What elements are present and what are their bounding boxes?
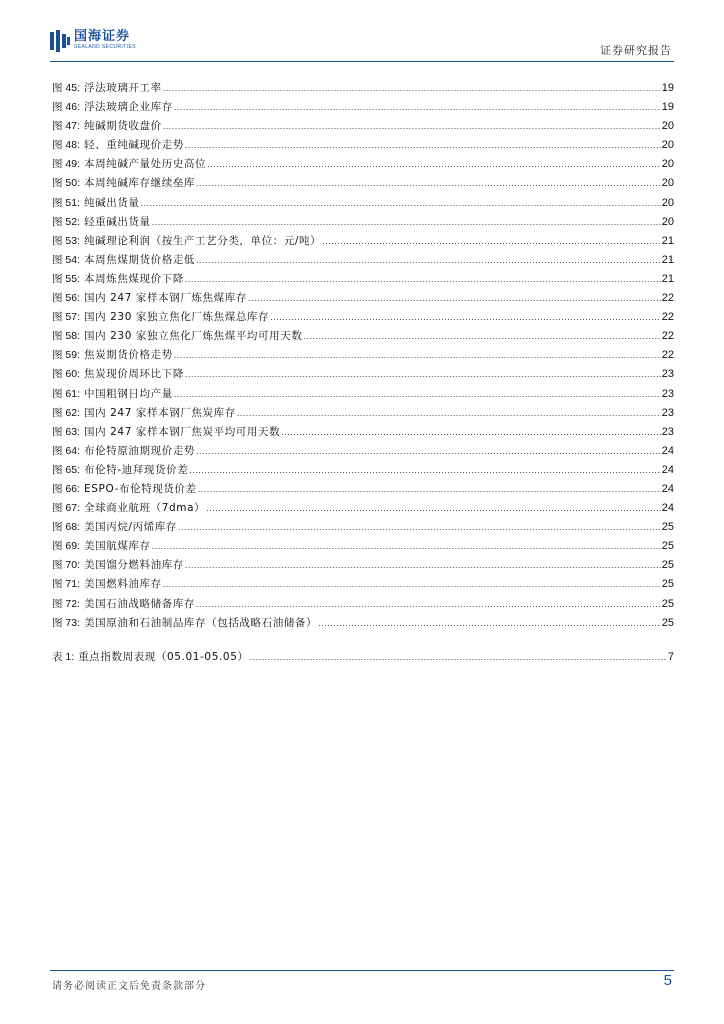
toc-entry-page: 22 bbox=[661, 349, 674, 362]
figure-toc-entry[interactable] bbox=[52, 251, 674, 270]
figure-toc-entry[interactable] bbox=[52, 327, 674, 346]
figure-toc-entry[interactable] bbox=[52, 575, 674, 594]
toc-entry-label: 图 46: bbox=[52, 101, 81, 114]
figure-toc-entry[interactable] bbox=[52, 289, 674, 308]
toc-entry-label: 图 66: bbox=[52, 482, 81, 495]
toc-entry-title: 布伦特-迪拜现货价差 bbox=[84, 463, 189, 476]
footer-divider bbox=[50, 970, 674, 971]
dot-leader bbox=[196, 174, 661, 193]
toc-entry-page: 24 bbox=[661, 482, 674, 495]
toc-entry-title: 布伦特原油期现价走势 bbox=[84, 444, 196, 457]
toc-entry-label: 图 54: bbox=[52, 253, 81, 266]
toc-entry-title: 焦炭期货价格走势 bbox=[84, 349, 173, 362]
toc-entry-label: 图 60: bbox=[52, 368, 81, 381]
toc-entry-title: 重点指数周表现（05.01-05.05） bbox=[78, 650, 249, 663]
dot-leader bbox=[189, 461, 660, 480]
toc-entry-title: 美国馏分燃料油库存 bbox=[84, 559, 184, 572]
toc-entry-page: 25 bbox=[661, 578, 674, 591]
dot-leader bbox=[185, 270, 661, 289]
figure-toc-entry[interactable] bbox=[52, 346, 674, 365]
toc-entry-page: 23 bbox=[661, 425, 674, 438]
dot-leader bbox=[196, 251, 661, 270]
figure-toc-entry[interactable] bbox=[52, 461, 674, 480]
page-header bbox=[0, 0, 724, 62]
toc-entry-title: 国内 247 家样本钢厂炼焦煤库存 bbox=[84, 292, 247, 305]
toc-entry-label: 图 70: bbox=[52, 559, 81, 572]
toc-entry-page: 25 bbox=[661, 521, 674, 534]
dot-leader bbox=[303, 327, 660, 346]
toc-entry-page: 23 bbox=[661, 368, 674, 381]
toc-entry-label: 图 72: bbox=[52, 597, 81, 610]
toc-entry-label: 图 62: bbox=[52, 406, 81, 419]
figure-toc-entry[interactable] bbox=[52, 404, 674, 423]
disclaimer-note: 请务必阅读正文后免责条款部分 bbox=[52, 981, 206, 992]
toc-entry-label: 图 52: bbox=[52, 215, 81, 228]
toc-entry-title: 国内 247 家样本钢厂焦炭库存 bbox=[84, 406, 236, 419]
figure-toc-entry[interactable] bbox=[52, 136, 674, 155]
list-spacer bbox=[52, 633, 674, 648]
toc-entry-label: 图 51: bbox=[52, 196, 81, 209]
logo-english-name: SEALAND SECURITIES bbox=[74, 44, 136, 50]
toc-entry-title: 纯碱理论利润（按生产工艺分类，单位：元/吨） bbox=[84, 234, 322, 247]
toc-entry-page: 20 bbox=[661, 177, 674, 190]
dot-leader bbox=[207, 155, 661, 174]
toc-entry-label: 图 64: bbox=[52, 444, 81, 457]
toc-entry-page: 21 bbox=[661, 253, 674, 266]
toc-entry-title: ESPO-布伦特现货价差 bbox=[84, 482, 197, 495]
figure-toc-entry[interactable] bbox=[52, 499, 674, 518]
dot-leader bbox=[281, 423, 661, 442]
toc-entry-page: 22 bbox=[661, 292, 674, 305]
toc-entry-page: 24 bbox=[661, 502, 674, 515]
figure-toc-entry[interactable] bbox=[52, 518, 674, 537]
dot-leader bbox=[163, 117, 661, 136]
figure-toc-entry[interactable] bbox=[52, 232, 674, 251]
toc-entry-title: 美国石油战略储备库存 bbox=[84, 597, 196, 610]
toc-entry-label: 图 68: bbox=[52, 521, 81, 534]
toc-entry-label: 图 53: bbox=[52, 234, 81, 247]
toc-entry-page: 22 bbox=[661, 311, 674, 324]
toc-entry-page: 20 bbox=[661, 196, 674, 209]
figure-toc-entry[interactable] bbox=[52, 194, 674, 213]
dot-leader bbox=[318, 614, 661, 633]
dot-leader bbox=[174, 346, 661, 365]
figure-toc-entry[interactable] bbox=[52, 365, 674, 384]
dot-leader bbox=[322, 232, 660, 251]
toc-entry-page: 20 bbox=[661, 139, 674, 152]
dot-leader bbox=[152, 213, 661, 232]
toc-entry-page: 25 bbox=[661, 540, 674, 553]
toc-entry-title: 焦炭现价周环比下降 bbox=[84, 368, 184, 381]
toc-entry-page: 25 bbox=[661, 616, 674, 629]
toc-entry-label: 图 67: bbox=[52, 502, 81, 515]
toc-entry-title: 纯碱出货量 bbox=[84, 196, 140, 209]
figure-toc-entry[interactable] bbox=[52, 213, 674, 232]
figure-list bbox=[52, 79, 674, 633]
toc-entry-label: 图 55: bbox=[52, 272, 81, 285]
figure-toc-entry[interactable] bbox=[52, 98, 674, 117]
dot-leader bbox=[237, 404, 661, 423]
toc-entry-label: 图 49: bbox=[52, 158, 81, 171]
toc-entry-page: 25 bbox=[661, 559, 674, 572]
toc-entry-title: 国内 230 家独立焦化厂炼焦煤总库存 bbox=[84, 311, 270, 324]
toc-entry-title: 美国原油和石油制品库存（包括战略石油储备） bbox=[84, 616, 318, 629]
table-of-contents bbox=[52, 79, 674, 667]
figure-toc-entry[interactable] bbox=[52, 537, 674, 556]
toc-entry-label: 图 61: bbox=[52, 387, 81, 400]
toc-entry-label: 图 65: bbox=[52, 463, 81, 476]
toc-entry-title: 全球商业航班（7dma） bbox=[84, 502, 206, 515]
dot-leader bbox=[196, 595, 661, 614]
figure-toc-entry[interactable] bbox=[52, 79, 674, 98]
toc-entry-label: 图 71: bbox=[52, 578, 81, 591]
toc-entry-page: 21 bbox=[661, 272, 674, 285]
dot-leader bbox=[163, 575, 661, 594]
header-divider bbox=[50, 61, 674, 62]
figure-toc-entry[interactable] bbox=[52, 595, 674, 614]
toc-entry-page: 24 bbox=[661, 444, 674, 457]
toc-entry-title: 纯碱期货收盘价 bbox=[84, 120, 162, 133]
figure-toc-entry[interactable] bbox=[52, 308, 674, 327]
figure-toc-entry[interactable] bbox=[52, 423, 674, 442]
company-logo bbox=[50, 30, 136, 52]
dot-leader bbox=[152, 537, 661, 556]
document-type: 证券研究报告 bbox=[600, 44, 672, 57]
toc-entry-title: 轻、重纯碱现价走势 bbox=[84, 139, 184, 152]
dot-leader bbox=[206, 499, 661, 518]
figure-toc-entry[interactable] bbox=[52, 270, 674, 289]
toc-entry-label: 图 73: bbox=[52, 616, 81, 629]
figure-toc-entry[interactable] bbox=[52, 442, 674, 461]
toc-entry-page: 20 bbox=[661, 120, 674, 133]
dot-leader bbox=[178, 518, 661, 537]
logo-chinese-name: 国海证券 bbox=[74, 29, 131, 44]
dot-leader bbox=[141, 194, 661, 213]
figure-toc-entry[interactable] bbox=[52, 174, 674, 193]
toc-entry-label: 图 47: bbox=[52, 120, 81, 133]
toc-entry-title: 美国燃料油库存 bbox=[84, 578, 162, 591]
toc-entry-title: 中国粗钢日均产量 bbox=[84, 387, 173, 400]
toc-entry-page: 25 bbox=[661, 597, 674, 610]
toc-entry-title: 轻重碱出货量 bbox=[84, 215, 151, 228]
toc-entry-label: 图 48: bbox=[52, 139, 81, 152]
dot-leader bbox=[174, 98, 661, 117]
figure-toc-entry[interactable] bbox=[52, 117, 674, 136]
toc-entry-label: 图 69: bbox=[52, 540, 81, 553]
toc-entry-page: 7 bbox=[667, 650, 674, 663]
toc-entry-title: 国内 247 家样本钢厂焦炭平均可用天数 bbox=[84, 425, 281, 438]
dot-leader bbox=[174, 385, 661, 404]
figure-toc-entry[interactable] bbox=[52, 155, 674, 174]
figure-toc-entry[interactable] bbox=[52, 614, 674, 633]
toc-entry-label: 图 45: bbox=[52, 82, 81, 94]
toc-entry-title: 本周焦煤期货价格走低 bbox=[84, 253, 196, 266]
toc-entry-title: 美国航煤库存 bbox=[84, 540, 151, 553]
toc-entry-label: 图 58: bbox=[52, 330, 81, 343]
toc-entry-label: 图 63: bbox=[52, 425, 81, 438]
table-list bbox=[52, 648, 674, 667]
sealand-logo-icon bbox=[50, 30, 70, 52]
toc-entry-title: 浮法玻璃企业库存 bbox=[84, 101, 173, 114]
dot-leader bbox=[270, 308, 661, 327]
toc-entry-title: 本周纯碱库存继续垒库 bbox=[84, 177, 196, 190]
toc-entry-page: 23 bbox=[661, 406, 674, 419]
toc-entry-page: 20 bbox=[661, 215, 674, 228]
figure-toc-entry[interactable] bbox=[52, 556, 674, 575]
dot-leader bbox=[198, 480, 661, 499]
toc-entry-page: 21 bbox=[661, 234, 674, 247]
toc-entry-label: 图 50: bbox=[52, 177, 81, 190]
dot-leader bbox=[248, 289, 661, 308]
toc-entry-label: 图 57: bbox=[52, 311, 81, 324]
dot-leader bbox=[185, 136, 661, 155]
dot-leader bbox=[185, 556, 661, 575]
toc-entry-page: 19 bbox=[661, 82, 674, 94]
toc-entry-page: 19 bbox=[661, 101, 674, 114]
toc-entry-label: 图 59: bbox=[52, 349, 81, 362]
toc-entry-page: 22 bbox=[661, 330, 674, 343]
dot-leader bbox=[163, 79, 661, 98]
toc-entry-title: 本周纯碱产量处历史高位 bbox=[84, 158, 207, 171]
toc-entry-page: 24 bbox=[661, 463, 674, 476]
toc-entry-page: 23 bbox=[661, 387, 674, 400]
figure-toc-entry[interactable] bbox=[52, 480, 674, 499]
toc-entry-title: 国内 230 家独立焦化厂炼焦煤平均可用天数 bbox=[84, 330, 303, 343]
dot-leader bbox=[250, 648, 667, 667]
toc-entry-label: 表 1: bbox=[52, 650, 75, 663]
toc-entry-label: 图 56: bbox=[52, 292, 81, 305]
page-number: 5 bbox=[663, 972, 672, 989]
toc-entry-page: 20 bbox=[661, 158, 674, 171]
toc-entry-title: 浮法玻璃开工率 bbox=[84, 82, 162, 94]
dot-leader bbox=[196, 442, 661, 461]
dot-leader bbox=[185, 365, 661, 384]
table-toc-entry[interactable] bbox=[52, 648, 674, 667]
figure-toc-entry[interactable] bbox=[52, 385, 674, 404]
toc-entry-title: 美国丙烷/丙烯库存 bbox=[84, 521, 177, 534]
toc-entry-title: 本周炼焦煤现价下降 bbox=[84, 272, 184, 285]
